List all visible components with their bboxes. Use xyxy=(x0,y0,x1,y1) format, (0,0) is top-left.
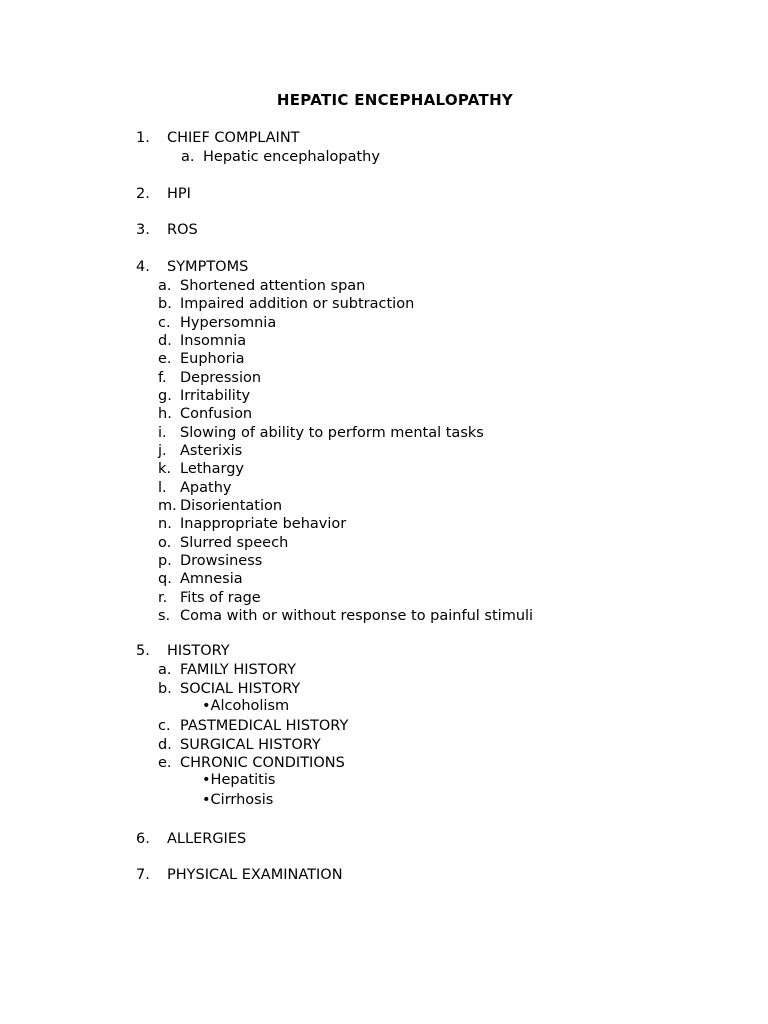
chronic-condition-bullet: •Hepatitis xyxy=(202,772,276,788)
item-text: Lethargy xyxy=(180,461,244,477)
section-label: PHYSICAL EXAMINATION xyxy=(167,867,343,883)
item-text: Drowsiness xyxy=(180,553,263,569)
item-letter: k. xyxy=(158,461,172,477)
item-text: Insomnia xyxy=(180,333,247,349)
item-text: Apathy xyxy=(180,480,232,496)
section-number: 4. xyxy=(136,259,150,275)
section-physical-examination xyxy=(136,867,343,883)
item-letter: l. xyxy=(158,480,167,496)
section-ros xyxy=(136,222,198,238)
item-letter: e. xyxy=(158,755,172,771)
item-text: Disorientation xyxy=(180,498,283,514)
item-letter: r. xyxy=(158,590,168,606)
item-text: Depression xyxy=(180,370,262,386)
symptom-item xyxy=(158,369,261,387)
section-number: 7. xyxy=(136,867,150,883)
social-history-bullet: •Alcoholism xyxy=(202,698,290,714)
item-letter: c. xyxy=(158,718,171,734)
symptom-item xyxy=(158,515,346,533)
section-label: CHIEF COMPLAINT xyxy=(167,130,300,146)
item-letter: b. xyxy=(158,296,172,312)
chronic-condition-bullet: •Cirrhosis xyxy=(202,792,274,808)
symptom-item xyxy=(158,277,365,295)
section-hpi xyxy=(136,186,191,202)
item-text: Inappropriate behavior xyxy=(180,516,347,532)
item-text: Amnesia xyxy=(180,571,243,587)
item-text: Euphoria xyxy=(180,351,245,367)
symptom-item xyxy=(158,570,243,588)
item-letter: s. xyxy=(158,608,171,624)
item-text: Confusion xyxy=(180,406,253,422)
item-text: Impaired addition or subtraction xyxy=(180,296,415,312)
section-label: ROS xyxy=(167,222,198,238)
item-text: PASTMEDICAL HISTORY xyxy=(180,718,349,734)
item-text: Fits of rage xyxy=(180,590,261,606)
symptom-item xyxy=(158,405,252,423)
symptom-item xyxy=(158,350,245,368)
section-label: HISTORY xyxy=(167,643,230,659)
history-item xyxy=(158,754,345,772)
item-text: FAMILY HISTORY xyxy=(180,662,296,678)
item-letter: b. xyxy=(158,681,172,697)
chief-complaint-item xyxy=(181,149,380,165)
symptom-item xyxy=(158,460,244,478)
symptom-item xyxy=(158,534,288,552)
section-number: 3. xyxy=(136,222,150,238)
item-letter: m. xyxy=(158,498,177,514)
item-letter: d. xyxy=(158,333,172,349)
symptom-item xyxy=(158,424,484,442)
item-letter: a. xyxy=(158,662,172,678)
item-letter: o. xyxy=(158,535,172,551)
symptom-item xyxy=(158,295,414,313)
symptom-item xyxy=(158,387,250,405)
item-text: Shortened attention span xyxy=(180,278,366,294)
symptom-item xyxy=(158,607,533,625)
item-letter: g. xyxy=(158,388,172,404)
item-text: Irritability xyxy=(180,388,251,404)
item-letter: a. xyxy=(181,149,195,165)
symptom-item xyxy=(158,479,231,497)
section-allergies xyxy=(136,831,246,847)
item-text: SOCIAL HISTORY xyxy=(180,681,301,697)
item-text: Hepatic encephalopathy xyxy=(203,149,380,165)
item-text: Asterixis xyxy=(180,443,243,459)
symptom-item xyxy=(158,442,242,460)
item-text: Hypersomnia xyxy=(180,315,277,331)
section-number: 6. xyxy=(136,831,150,847)
section-label: SYMPTOMS xyxy=(167,259,249,275)
symptom-item xyxy=(158,552,262,570)
history-item xyxy=(158,736,321,754)
symptom-item xyxy=(158,314,276,332)
section-label: HPI xyxy=(167,186,191,202)
item-letter: e. xyxy=(158,351,172,367)
item-letter: d. xyxy=(158,737,172,753)
section-number: 1. xyxy=(136,130,150,146)
item-text: Coma with or without response to painful stimuli xyxy=(180,608,534,624)
item-letter: c. xyxy=(158,315,171,331)
section-symptoms xyxy=(136,259,248,275)
item-letter: q. xyxy=(158,571,172,587)
symptom-item xyxy=(158,332,246,350)
item-letter: i. xyxy=(158,425,167,441)
symptom-item xyxy=(158,497,282,515)
item-letter: j. xyxy=(158,443,167,459)
item-text: CHRONIC CONDITIONS xyxy=(180,755,345,771)
history-item xyxy=(158,661,296,679)
item-text: SURGICAL HISTORY xyxy=(180,737,321,753)
item-text: Slowing of ability to perform mental tasks xyxy=(180,425,484,441)
item-letter: p. xyxy=(158,553,172,569)
section-number: 2. xyxy=(136,186,150,202)
document-title: HEPATIC ENCEPHALOPATHY xyxy=(276,91,514,109)
item-text: Slurred speech xyxy=(180,535,289,551)
item-letter: h. xyxy=(158,406,172,422)
section-history xyxy=(136,643,230,659)
item-letter: f. xyxy=(158,370,167,386)
section-chief-complaint xyxy=(136,130,300,146)
item-letter: a. xyxy=(158,278,172,294)
history-item xyxy=(158,680,300,698)
section-number: 5. xyxy=(136,643,150,659)
history-item xyxy=(158,717,348,735)
symptom-item xyxy=(158,589,261,607)
item-letter: n. xyxy=(158,516,172,532)
section-label: ALLERGIES xyxy=(167,831,247,847)
